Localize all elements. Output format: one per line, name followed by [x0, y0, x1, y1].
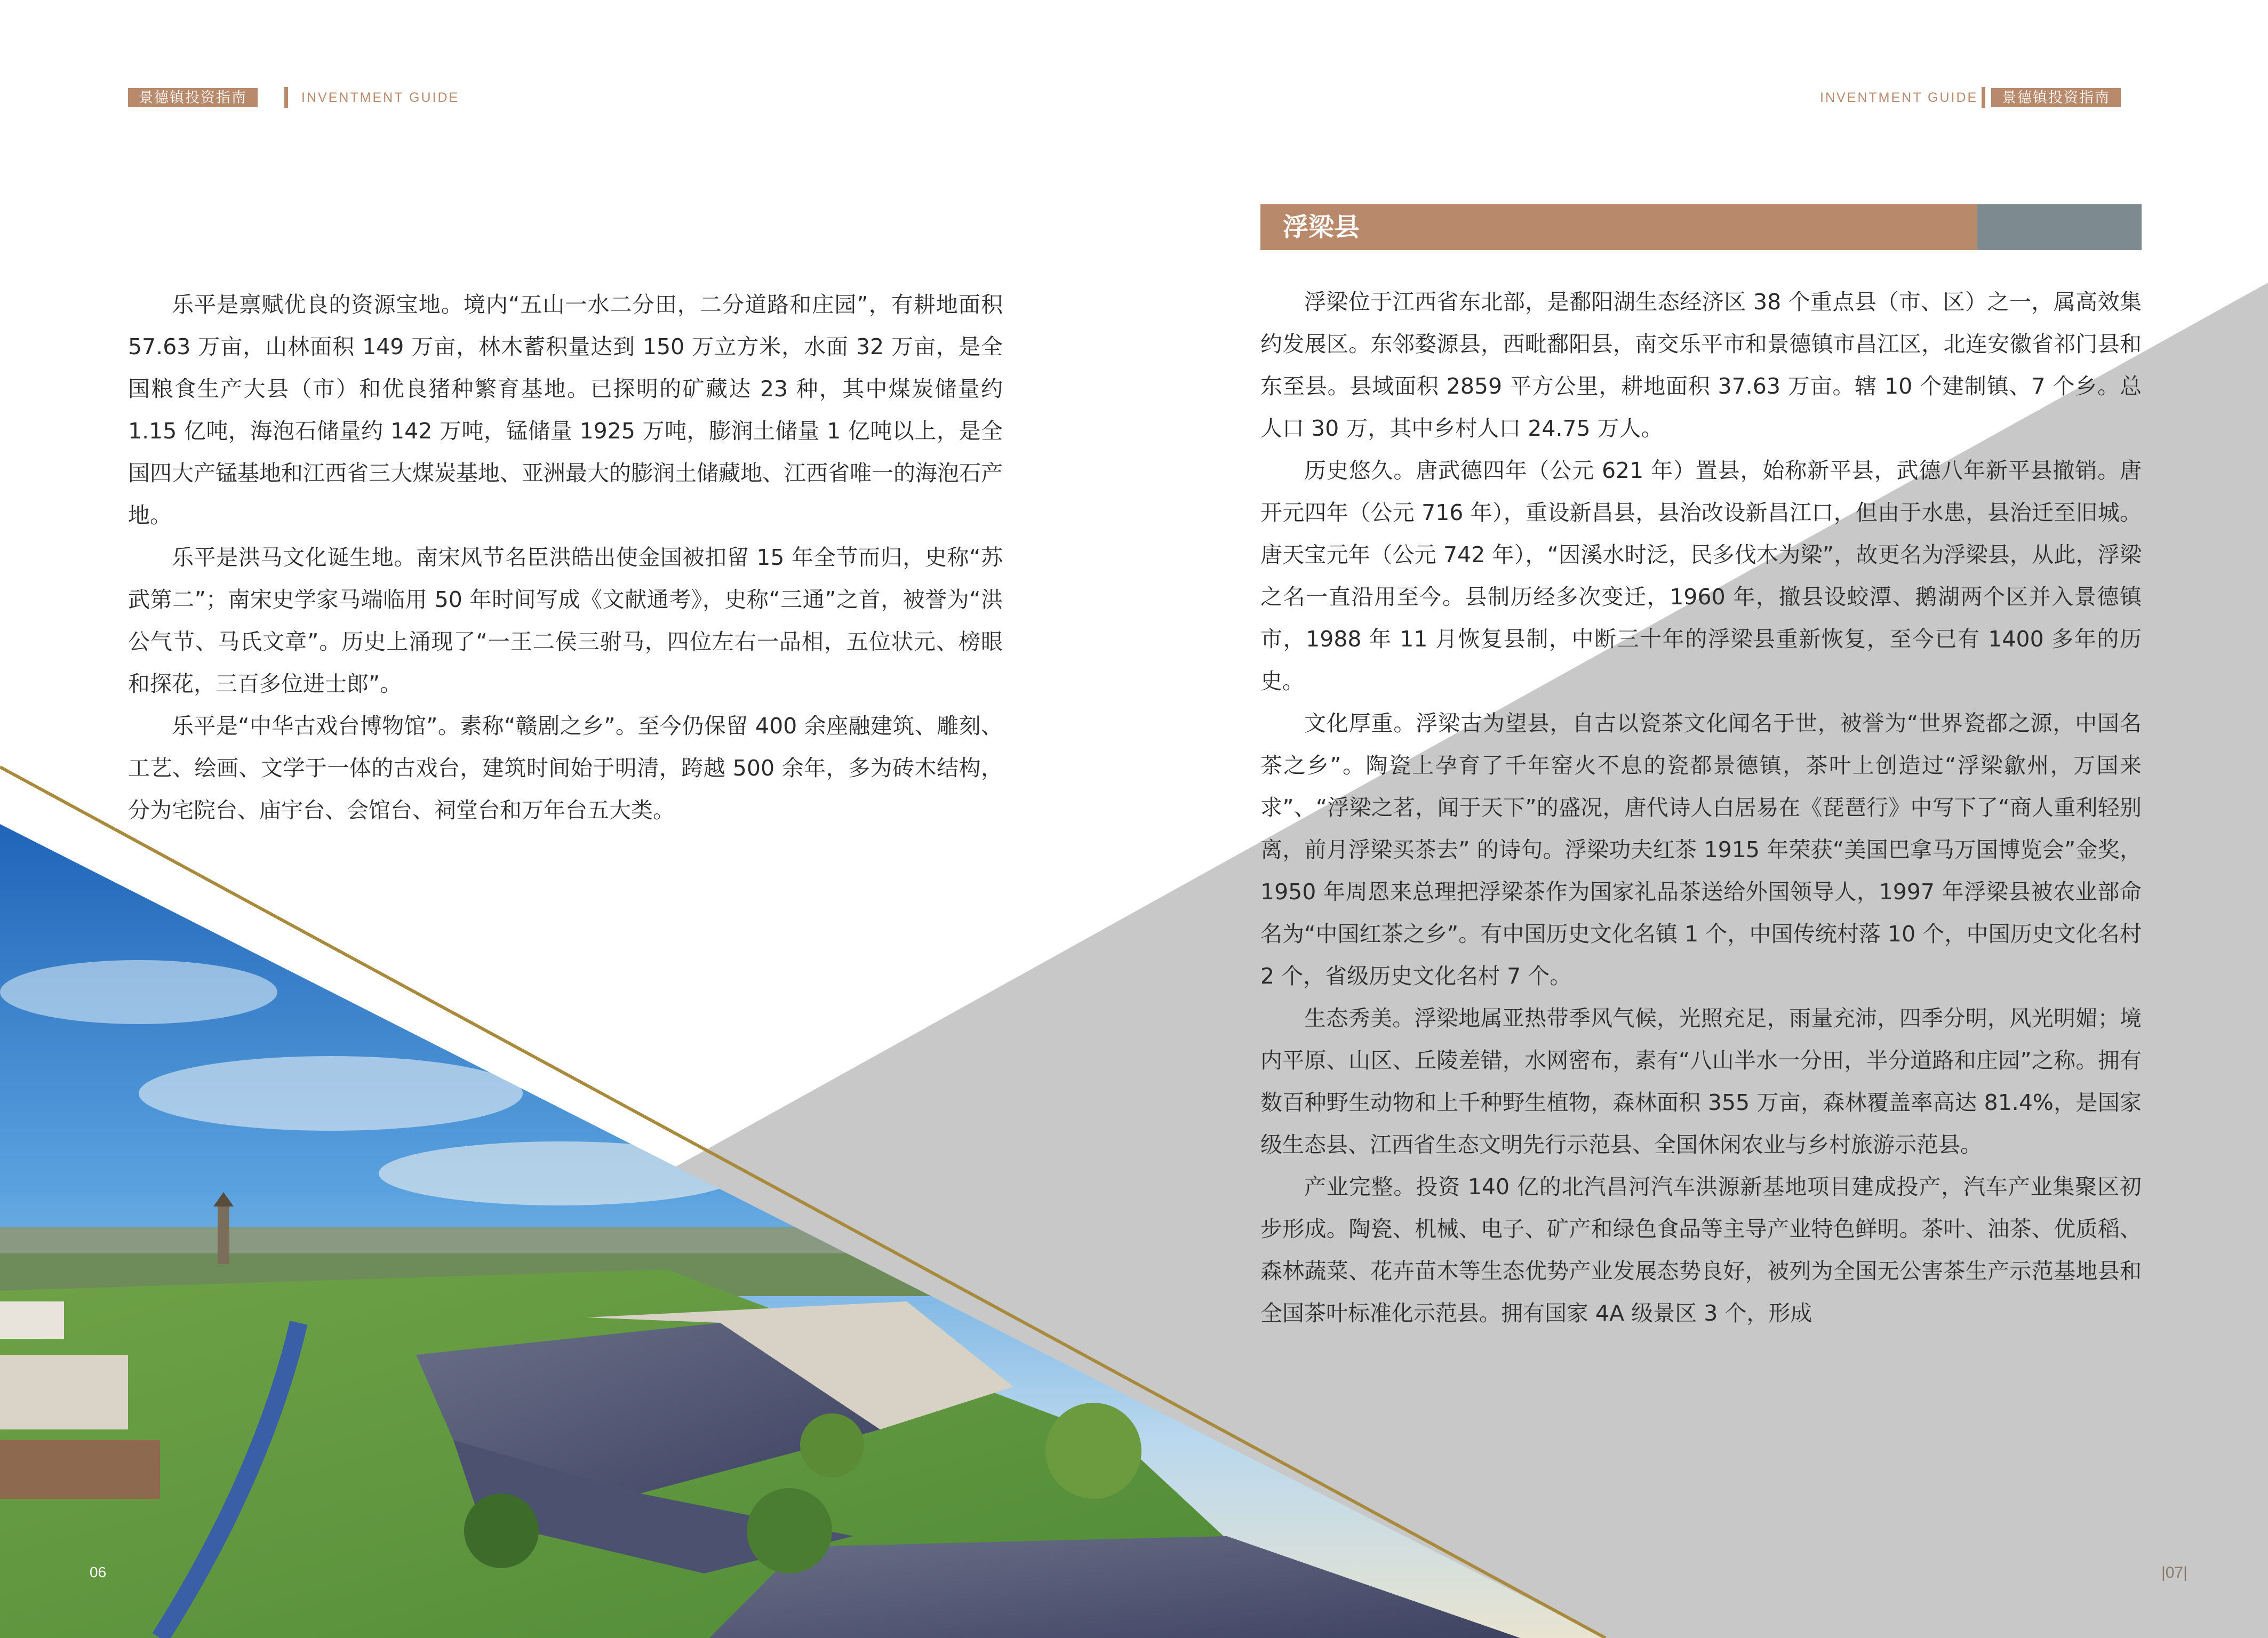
header-right-english: INVENTMENT GUIDE	[1820, 90, 1978, 105]
paragraph: 生态秀美。浮梁地属亚热带季风气候，光照充足，雨量充沛，四季分明，风光明媚；境内平原、山区、丘陵差错，水网密布，素有“八山半水一分田，半分道路和庄园”之称。拥有数百种野生动物和上千种野生植物，森林面积 355 万亩，森林覆盖率高达 81.4%，是国家级生态县、江西省生态文明先行示范县、全国休闲农业与乡村旅游示范县。	[1260, 1005, 2142, 1157]
paragraph: 乐平是“中华古戏台博物馆”。素称“赣剧之乡”。至今仍保留 400 余座融建筑、雕刻、工艺、绘画、文学于一体的古戏台，建筑时间始于明清，跨越 500 余年，多为砖木结构，分为宅院台、庙宇台、会馆台、祠堂台和万年台五大类。	[128, 713, 1003, 823]
paragraph: 浮梁位于江西省东北部，是鄱阳湖生态经济区 38 个重点县（市、区）之一，属高效集约发展区。东邻婺源县，西毗鄱阳县，南交乐平市和景德镇市昌江区，北连安徽省祁门县和东至县。县域面积 2859 平方公里，耕地面积 37.63 万亩。辖 10 个建制镇、7 个乡。总人口 30 万，其中乡村人口 24.75 万人。	[1260, 289, 2142, 441]
right-page-body	[1260, 281, 2142, 1335]
paragraph: 历史悠久。唐武德四年（公元 621 年）置县，始称新平县，武德八年新平县撤销。唐开元四年（公元 716 年），重设新昌县，县治改设新昌江口，但由于水患，县治迁至旧城。唐天宝元年（公元 742 年），“因溪水时泛，民多伐木为梁”，故更名为浮梁县，从此，浮梁之名一直沿用至今。县制历经多次变迁，1960 年，撤县设蛟潭、鹅湖两个区并入景德镇市，1988 年 11 月恢复县制，中断三十年的浮梁县重新恢复，至今已有 1400 多年的历史。	[1260, 458, 2142, 694]
page-number-right: |07|	[2161, 1564, 2187, 1581]
section-title-accent	[1977, 204, 2142, 250]
header-right-divider	[1982, 87, 1985, 108]
paragraph: 产业完整。投资 140 亿的北汽昌河汽车洪源新基地项目建成投产，汽车产业集聚区初步形成。陶瓷、机械、电子、矿产和绿色食品等主导产业特色鲜明。茶叶、油茶、优质稻、森林蔬菜、花卉苗木等生态优势产业发展态势良好，被列为全国无公害茶生产示范基地县和全国茶叶标准化示范县。拥有国家 4A 级景区 3 个，形成	[1260, 1174, 2142, 1326]
header-left-divider	[284, 87, 288, 108]
page-number-left: 06	[90, 1564, 107, 1580]
section-title-bar	[1260, 204, 1977, 250]
header-right-badge: 景德镇投资指南	[1991, 88, 2121, 107]
header-left-badge: 景德镇投资指南	[128, 88, 258, 107]
section-title: 浮梁县	[1283, 212, 1360, 242]
header-left-english: INVENTMENT GUIDE	[301, 90, 460, 105]
paragraph: 乐平是禀赋优良的资源宝地。境内“五山一水二分田，二分道路和庄园”，有耕地面积 57.63 万亩，山林面积 149 万亩，林木蓄积量达到 150 万立方米，水面 32 万亩，是全国粮食生产大县（市）和优良猪种繁育基地。已探明的矿藏达 23 种，其中煤炭储量约 1.15 亿吨，海泡石储量约 142 万吨，锰储量 1925 万吨，膨润土储量 1 亿吨以上，是全国四大产锰基地和江西省三大煤炭基地、亚洲最大的膨润土储藏地、江西省唯一的海泡石产地。	[128, 292, 1003, 528]
left-page-body	[128, 284, 1003, 832]
paragraph: 乐平是洪马文化诞生地。南宋风节名臣洪皓出使金国被扣留 15 年全节而归，史称“苏武第二”；南宋史学家马端临用 50 年时间写成《文献通考》，史称“三通”之首，被誉为“洪公气节、马氏文章”。历史上涌现了“一王二侯三驸马，四位左右一品相，五位状元、榜眼和探花，三百多位进士郎”。	[128, 545, 1003, 697]
paragraph: 文化厚重。浮梁古为望县，自古以瓷茶文化闻名于世，被誉为“世界瓷都之源，中国名茶之乡”。陶瓷上孕育了千年窑火不息的瓷都景德镇，茶叶上创造过“浮梁歙州，万国来求”、“浮梁之茗，闻于天下”的盛况，唐代诗人白居易在《琵琶行》中写下了“商人重利轻别离，前月浮梁买茶去” 的诗句。浮梁功夫红茶 1915 年荣获“美国巴拿马万国博览会”金奖，1950 年周恩来总理把浮梁茶作为国家礼品茶送给外国领导人，1997 年浮梁县被农业部命名为“中国红茶之乡”。有中国历史文化名镇 1 个，中国传统村落 10 个，中国历史文化名村 2 个，省级历史文化名村 7 个。	[1260, 710, 2142, 989]
